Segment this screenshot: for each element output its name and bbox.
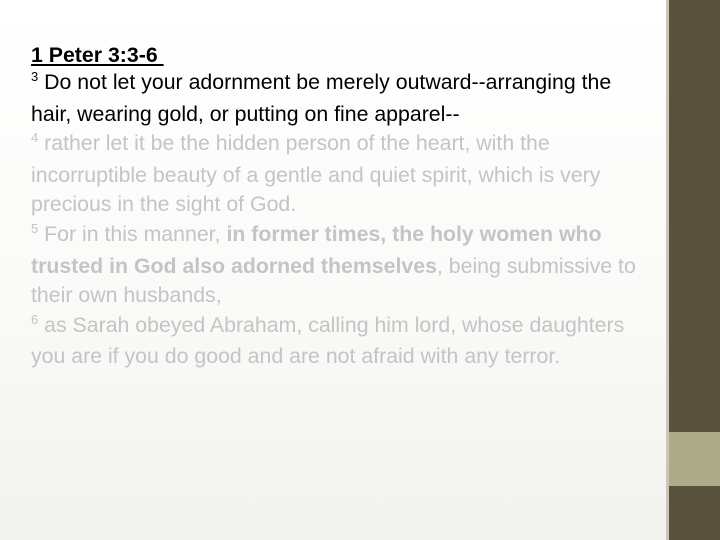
verse-number: 3	[31, 69, 39, 84]
passage-reference: 1 Peter 3:3-6	[31, 43, 164, 67]
verse-4	[31, 129, 656, 220]
verse-number: 6	[31, 311, 39, 327]
sidebar-accent-block	[669, 432, 720, 486]
verse-5	[31, 220, 656, 311]
verse-text: Do not let your adornment be merely outward--arranging the hair, wearing gold, or putting on fine apparel--	[31, 70, 612, 126]
verse-text: rather let it be the hidden person of the heart, with the incorruptible beauty of a gentle and quiet spirit, which is very precious in the sight of God.	[31, 131, 601, 217]
verse-text-emphasis: in former times, the holy women who trusted in God also adorned themselves	[31, 221, 602, 278]
scripture-passage	[31, 42, 656, 372]
verse-number: 4	[31, 130, 39, 146]
verse-text: as Sarah obeyed Abraham, calling him lord, whose daughters you are if you do good and are not afraid with any terror.	[31, 312, 625, 369]
verse-text-tail: , being submissive to their own husbands,	[31, 253, 636, 308]
verse-3	[31, 68, 656, 129]
verse-text-lead: For in this manner,	[38, 221, 227, 246]
verse-number: 5	[31, 220, 39, 236]
verse-6	[31, 311, 656, 372]
